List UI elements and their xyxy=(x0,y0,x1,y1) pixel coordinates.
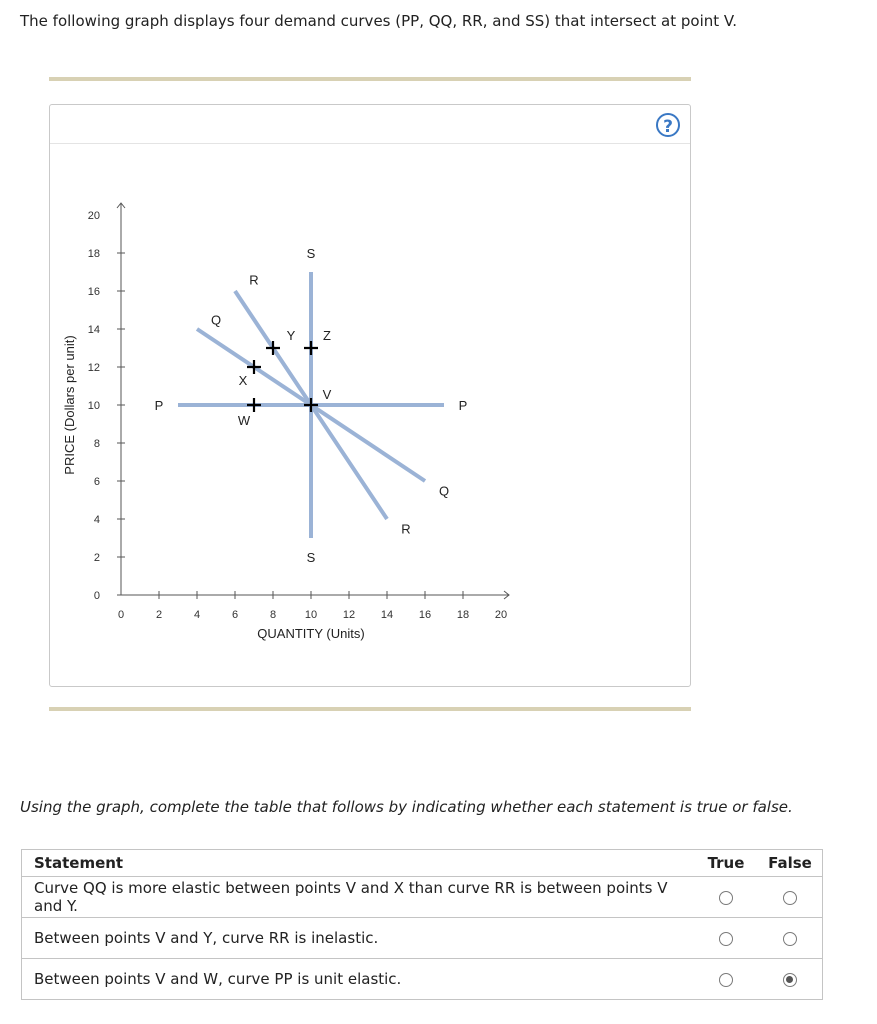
y-axis-label: PRICE (Dollars per unit) xyxy=(62,335,77,475)
y-tick-label: 14 xyxy=(87,324,100,336)
bottom-divider xyxy=(49,707,691,711)
point-z-label: Z xyxy=(323,328,331,343)
intro-text: The following graph displays four demand curves (PP, QQ, RR, and SS) that intersect at point V. xyxy=(20,12,737,30)
curve-label-pp: P xyxy=(154,398,164,413)
y-tick-label: 6 xyxy=(93,476,100,488)
y-tick-label: 20 xyxy=(87,210,100,222)
y-tick-label: 4 xyxy=(93,514,100,526)
help-icon[interactable]: ? xyxy=(656,113,680,137)
x-axis-label: QUANTITY (Units) xyxy=(257,626,365,641)
x-tick-label: 10 xyxy=(304,609,318,621)
table-row xyxy=(22,959,823,1000)
x-tick-label: 0 xyxy=(117,609,125,621)
x-tick-label: 20 xyxy=(494,609,508,621)
false-radio[interactable] xyxy=(783,973,797,987)
point-w-marker xyxy=(247,398,261,412)
x-tick-label: 12 xyxy=(342,609,356,621)
true-header: True xyxy=(694,850,758,877)
false-radio[interactable] xyxy=(783,891,797,905)
statement-header: Statement xyxy=(22,850,695,877)
x-tick-label: 18 xyxy=(456,609,470,621)
y-tick-label: 2 xyxy=(93,552,100,564)
x-tick-label: 8 xyxy=(269,609,277,621)
statement-text: Between points V and Y, curve RR is inelastic. xyxy=(22,918,695,959)
y-tick-label: 10 xyxy=(87,400,100,412)
statement-table xyxy=(21,849,823,1000)
x-tick-label: 16 xyxy=(418,609,432,621)
y-tick-label: 0 xyxy=(93,590,100,602)
instruction-text: Using the graph, complete the table that follows by indicating whether each statement is true or false. xyxy=(20,798,793,816)
curve-label-pp: P xyxy=(458,398,468,413)
statement-text: Curve QQ is more elastic between points V and X than curve RR is between points V and Y. xyxy=(22,877,695,918)
point-v-label: V xyxy=(322,387,332,402)
curve-label-ss: S xyxy=(306,550,316,565)
point-z-marker xyxy=(304,341,318,355)
x-tick-label: 6 xyxy=(231,609,239,621)
true-radio[interactable] xyxy=(719,973,733,987)
curve-label-rr: R xyxy=(401,521,411,537)
curve-label-rr: R xyxy=(249,272,259,288)
point-y-label: Y xyxy=(286,328,296,343)
x-tick-label: 14 xyxy=(380,609,394,621)
false-header: False xyxy=(758,850,823,877)
x-tick-label: 4 xyxy=(193,609,201,621)
x-tick-label: 2 xyxy=(155,609,163,621)
true-radio[interactable] xyxy=(719,891,733,905)
table-header-row xyxy=(22,850,823,877)
top-divider xyxy=(49,77,691,81)
y-tick-label: 18 xyxy=(87,248,100,260)
y-tick-label: 12 xyxy=(87,362,100,374)
y-tick-label: 16 xyxy=(87,286,100,298)
true-radio[interactable] xyxy=(719,932,733,946)
curve-label-ss: S xyxy=(306,246,316,261)
graph-panel xyxy=(49,104,691,687)
statement-text: Between points V and W, curve PP is unit elastic. xyxy=(22,959,695,1000)
point-x-label: X xyxy=(238,373,248,388)
point-w-label: W xyxy=(237,413,251,428)
false-radio[interactable] xyxy=(783,932,797,946)
demand-curves-chart xyxy=(50,105,690,686)
table-row xyxy=(22,918,823,959)
table-row xyxy=(22,877,823,918)
y-tick-label: 8 xyxy=(93,438,100,450)
curve-label-qq: Q xyxy=(210,312,222,328)
curve-label-qq: Q xyxy=(438,483,450,499)
